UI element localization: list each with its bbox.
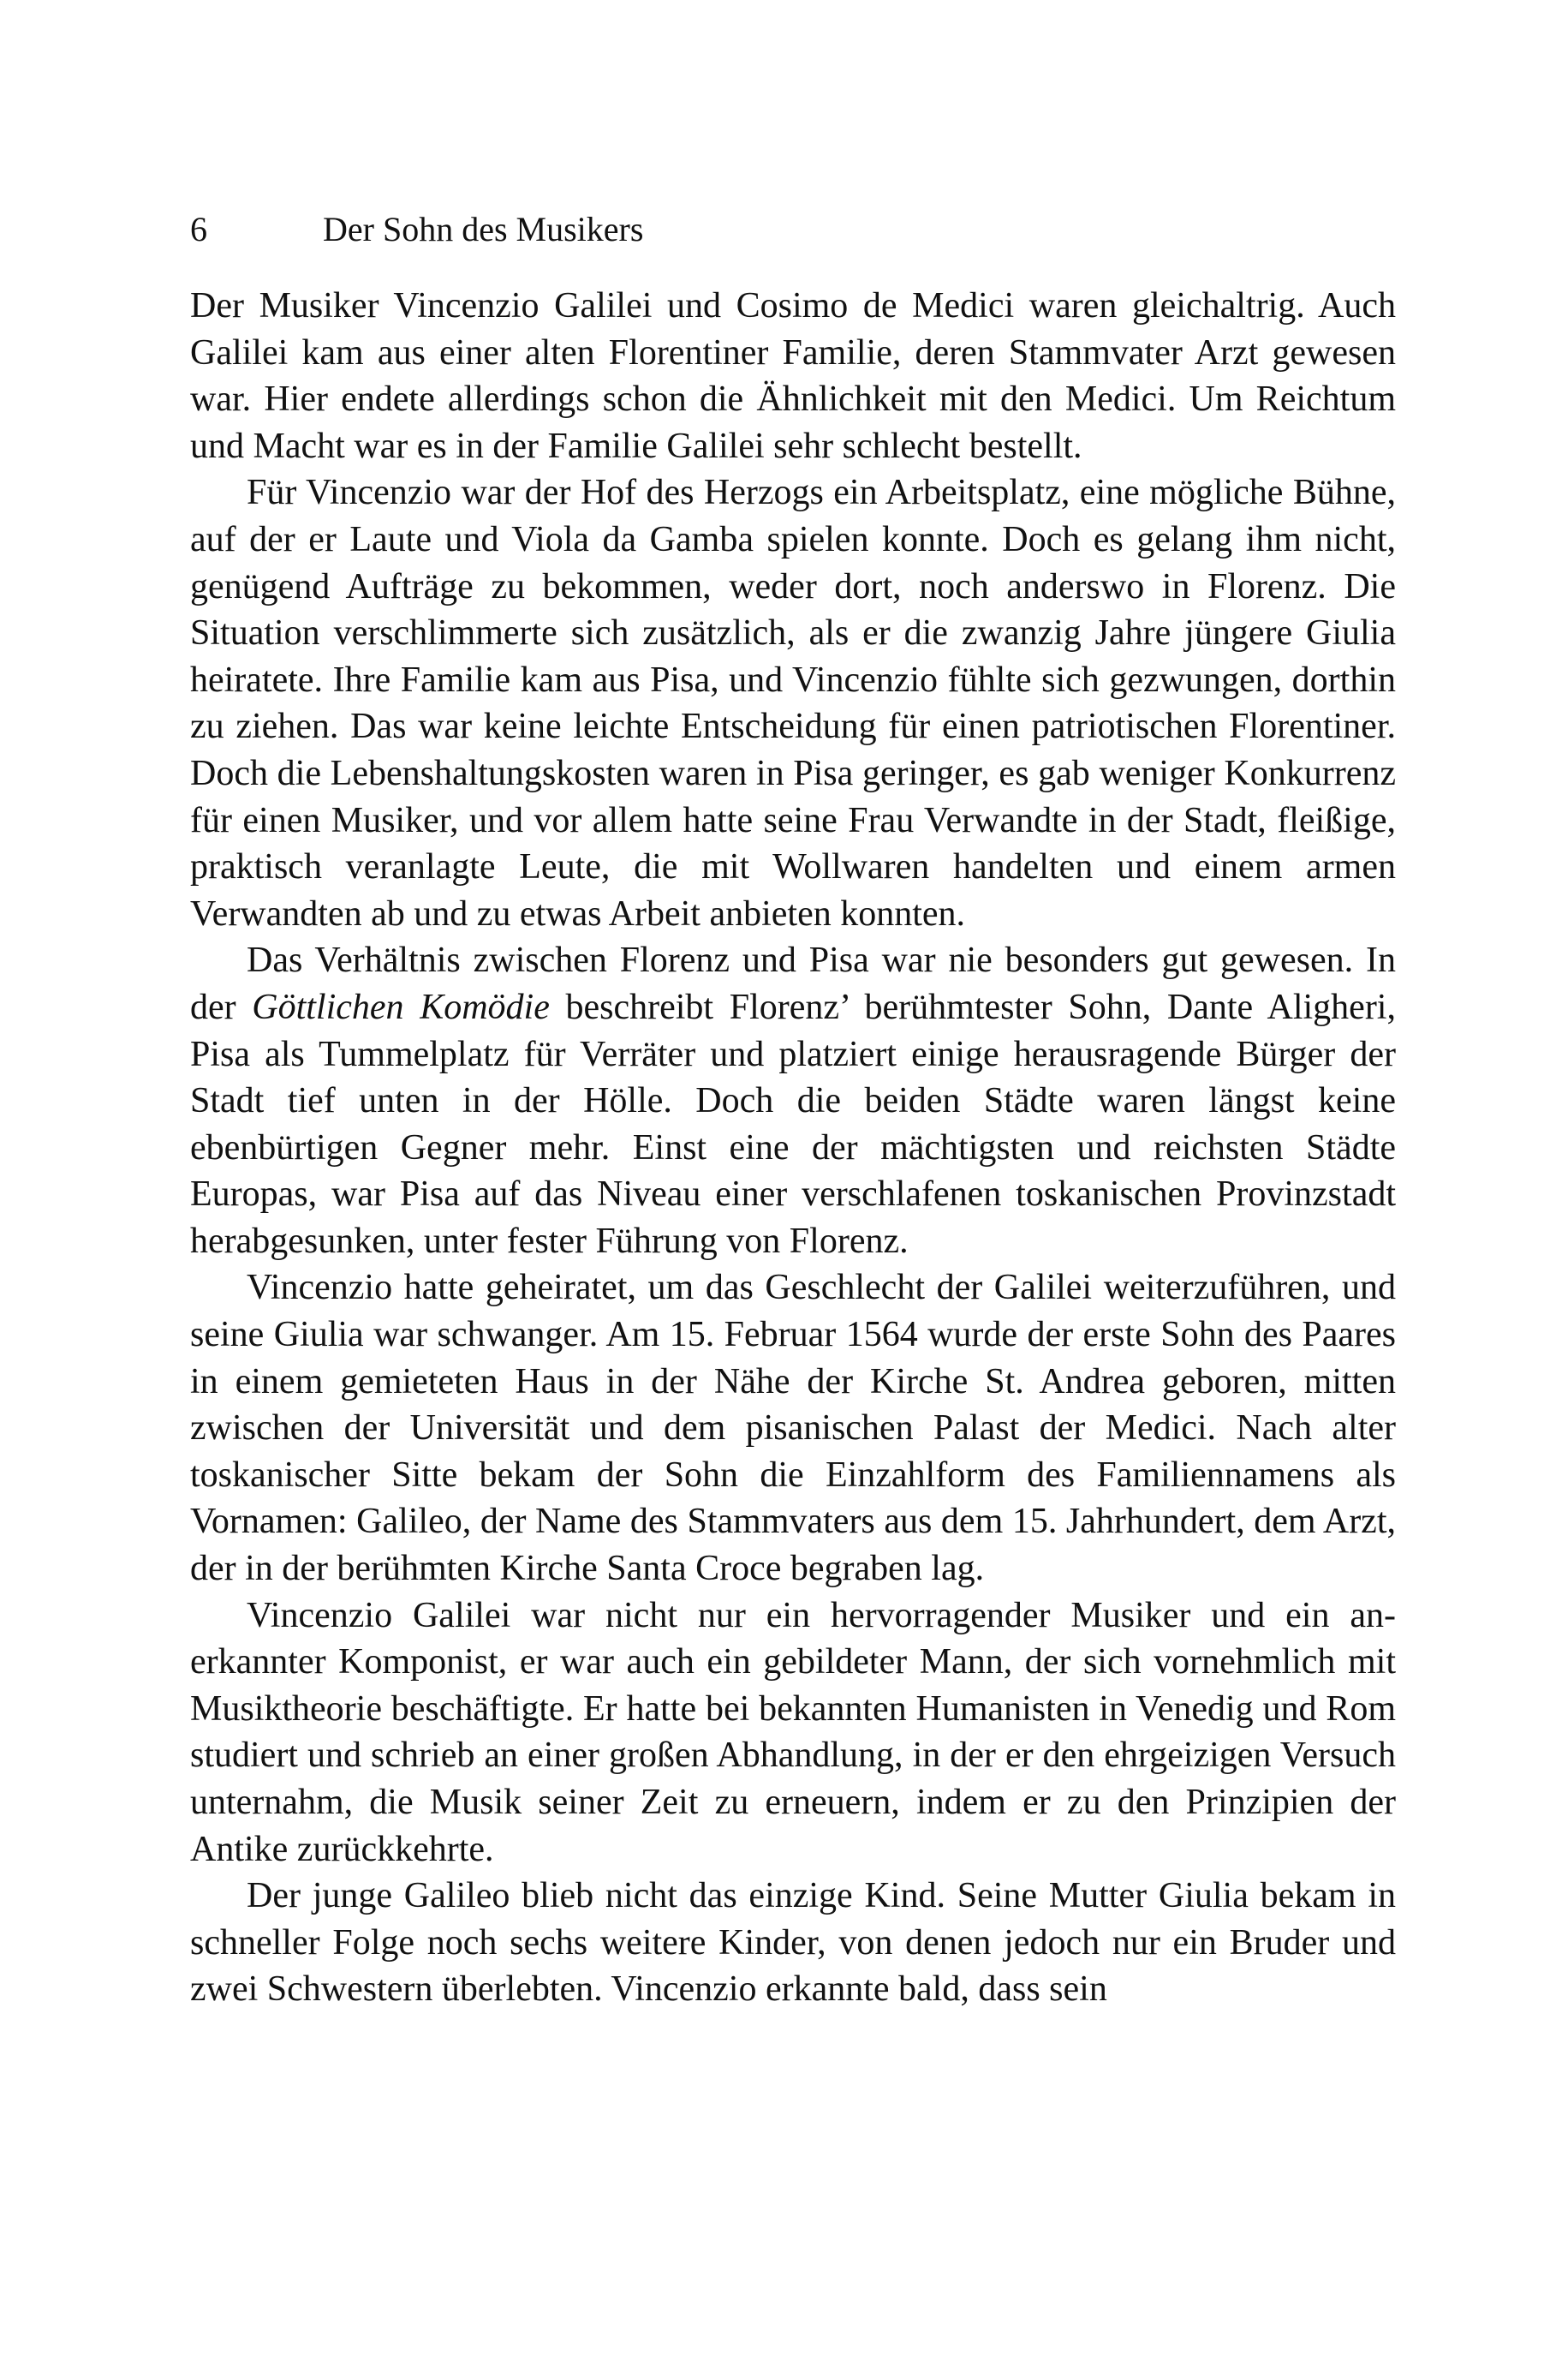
- paragraph-5: Vincenzio Galilei war nicht nur ein hervorragender Musiker und ein anerkannter Komponist, er war auch ein gebildeter Mann, der sich vornehmlich mit Musiktheorie beschäftigte. Er hatte bei bekannten Humanisten in Venedig und Rom studiert und schrieb an einer großen Abhandlung, in der er den ehrgeizigen Versuch unternahm, die Musik seiner Zeit zu erneuern, indem er zu den Prinzipien der Antike zurückkehrte.: [190, 1595, 1396, 1869]
- page-number: 6: [190, 210, 207, 248]
- body-text: [190, 283, 1396, 2013]
- book-title-emphasis: Göttlichen Komödie: [252, 987, 550, 1027]
- running-head: [190, 204, 1389, 255]
- paragraph-1: Der Musiker Vincenzio Galilei und Cosimo de Medici waren gleichaltrig. Auch Galilei kam aus einer alten Florentiner Familie, deren Stammvater Arzt gewesen war. Hier endete allerdings schon die Ähnlichkeit mit den Medici. Um Reichtum und Macht war es in der Familie Galilei sehr schlecht bestellt.: [190, 286, 1396, 466]
- paragraph-2: Für Vincenzio war der Hof des Herzogs ein Arbeitsplatz, eine mögliche Bühne, auf der er Laute und Viola da Gamba spielen konnte. Doch es gelang ihm nicht, genügend Aufträge zu bekommen, weder dort, noch anderswo in Florenz. Die Situation verschlimmerte sich zusätzlich, als er die zwanzig Jahre jüngere Giulia heiratete. Ihre Familie kam aus Pisa, und Vincenzio fühlte sich gezwungen, dorthin zu ziehen. Das war keine leichte Entscheidung für einen patriotischen Florentiner. Doch die Lebenshaltungskosten waren in Pisa geringer, es gab weniger Konkurrenz für einen Musiker, und vor allem hatte seine Frau Verwandte in der Stadt, fleißige, praktisch veranlagte Leute, die mit Wollwaren handelten und einem armen Verwandten ab und zu etwas Arbeit anbieten konnten.: [190, 473, 1396, 934]
- paragraph-6: Der junge Galileo blieb nicht das einzige Kind. Seine Mutter Giulia bekam in schneller Folge noch sechs weitere Kinder, von denen jedoch nur ein Bruder und zwei Schwestern überlebten. Vincenzio erkannte bald, dass sein: [190, 1876, 1396, 2010]
- paragraph-3-before: Das Verhältnis zwischen Florenz und Pisa war nie besonders gut gewesen. In der: [190, 941, 1396, 1027]
- paragraph-3: [190, 937, 1396, 1264]
- paragraph-3-after: beschreibt Florenz’ berühmtester Sohn, Dante Aligheri, Pisa als Tummelplatz für Verräter und platziert einige herausragende Bürger der Stadt tief unten in der Hölle. Doch die beiden Städte waren längst keine ebenbürtigen Gegner mehr. Einst eine der mächtigsten und reichsten Städte Europas, war Pisa auf das Niveau einer verschlafenen toskanischen Provinzstadt herabgesunken, unter fester Führung von Florenz.: [190, 987, 1396, 1261]
- paragraph-4: Vincenzio hatte geheiratet, um das Geschlecht der Galilei weiterzuführen, und seine Giulia war schwanger. Am 15. Februar 1564 wurde der erste Sohn des Paares in einem gemieteten Haus in der Nähe der Kirche St. Andrea geboren, mitten zwischen der Universität und dem pisanischen Palast der Medici. Nach alter toskanischer Sitte bekam der Sohn die Einzahlform des Familiennamens als Vornamen: Galileo, der Name des Stammvaters aus dem 15. Jahrhundert, dem Arzt, der in der berühmten Kirche Santa Croce begraben lag.: [190, 1268, 1396, 1589]
- chapter-title: Der Sohn des Musikers: [323, 210, 644, 248]
